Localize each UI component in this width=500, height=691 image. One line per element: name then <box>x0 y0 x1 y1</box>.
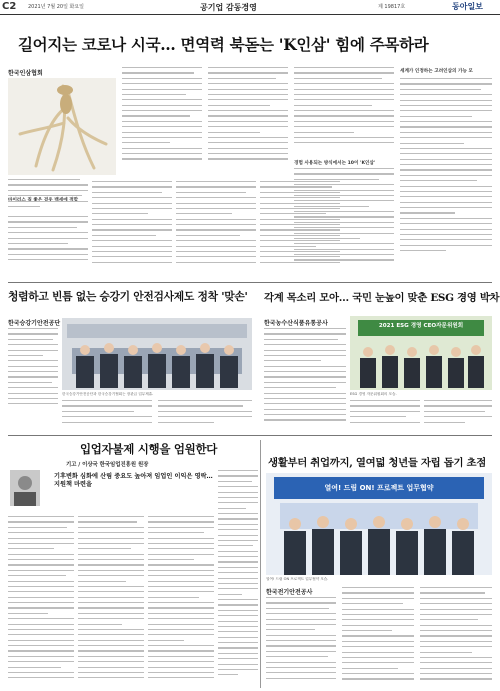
story2-byline: 한국승강기안전공단 <box>8 320 61 327</box>
divider <box>8 435 492 436</box>
story4-photo-caption: 열여! 드림 ON 프로젝트 업무협약 모습. <box>266 577 329 581</box>
story4-text-col-2 <box>342 587 414 687</box>
column-author-line: 기고 / 이상국 한국임업진흥원 원장 <box>66 462 149 468</box>
story1-text-col-1 <box>8 179 88 275</box>
column-text-col-2 <box>78 516 144 686</box>
story1-text-col-3 <box>122 67 202 174</box>
column-divider <box>260 440 261 688</box>
story3-photo-caption: ESG 경영 자문위원회의 모습. <box>350 392 397 396</box>
story2-text-col-1 <box>8 328 58 408</box>
story1-text-col-4 <box>176 181 256 275</box>
issue-number: 제 19817호 <box>378 4 406 10</box>
story3-photo-banner: 2021 ESG 경영 CEO자문위원회 <box>378 323 464 329</box>
issue-date: 2021년 7월 20일 화요일 <box>28 4 85 10</box>
story4-text-col-3 <box>420 587 492 687</box>
story4-photo-banner: 열여! 드림 ON! 프로젝트 업무협약 <box>324 484 434 492</box>
story2-text-col-3 <box>158 400 252 430</box>
column-text-col-3 <box>148 516 214 686</box>
story3-text-col-1 <box>264 328 346 428</box>
newspaper-logo: 동아일보 <box>452 2 483 11</box>
section-title: 공기업 감동경영 <box>200 3 257 12</box>
story2-photo-caption: 한국승강기안전공단과 한국승강기협회는 장관급 업무제휴. <box>62 392 154 396</box>
story3-text-col-3 <box>424 400 492 430</box>
author-portrait <box>10 470 40 506</box>
column-quote: 기후변화 심화에 산림 중요도 높아져 임업인 이익은 영락… 지원책 마련을 <box>54 473 213 489</box>
story1-text-col-7 <box>294 67 394 157</box>
story3-byline: 한국농수산식품유통공사 <box>264 320 328 327</box>
divider <box>8 282 492 283</box>
story1-text-col-2 <box>92 181 172 275</box>
story1-text-col-8 <box>294 168 394 275</box>
story2-text-col-2 <box>62 400 152 430</box>
column-headline: 입업자불제 시행을 엄원한다 <box>80 442 218 456</box>
page-number: C2 <box>2 1 17 12</box>
story1-subhead-3: 세계가 인정하는 고려인삼의 가능 모 <box>400 69 473 74</box>
story1-subhead-2: 경험 사용되는 방식에서는 10이 'K인삼' <box>294 161 376 166</box>
column-text-col-4 <box>218 470 258 686</box>
story1-text-col-5 <box>208 67 288 174</box>
story3-text-col-2 <box>350 400 420 430</box>
ginseng-photo <box>8 78 116 175</box>
story1-byline: 한국인삼협회 <box>8 70 43 77</box>
story3-headline: 각계 목소리 모아… 국민 눈높이 맞춘 ESG 경영 박차 <box>264 292 500 304</box>
story4-byline: 한국전기안전공사 <box>266 589 313 596</box>
story4-text-col-1 <box>266 597 336 687</box>
story1-text-col-9 <box>400 78 492 275</box>
story2-headline: 청렴하고 빈틈 없는 승강기 안전검사제도 정착 '맞손' <box>8 290 248 303</box>
column-text-col-1 <box>8 516 74 686</box>
story1-headline: 길어지는 코로나 시국… 면역력 북돋는 'K인삼' 힘에 주목하라 <box>18 35 429 54</box>
story2-photo <box>62 318 252 390</box>
story4-headline: 생활부터 취업까지, 열여덟 청년들 자립 돕기 초점 <box>268 457 486 469</box>
